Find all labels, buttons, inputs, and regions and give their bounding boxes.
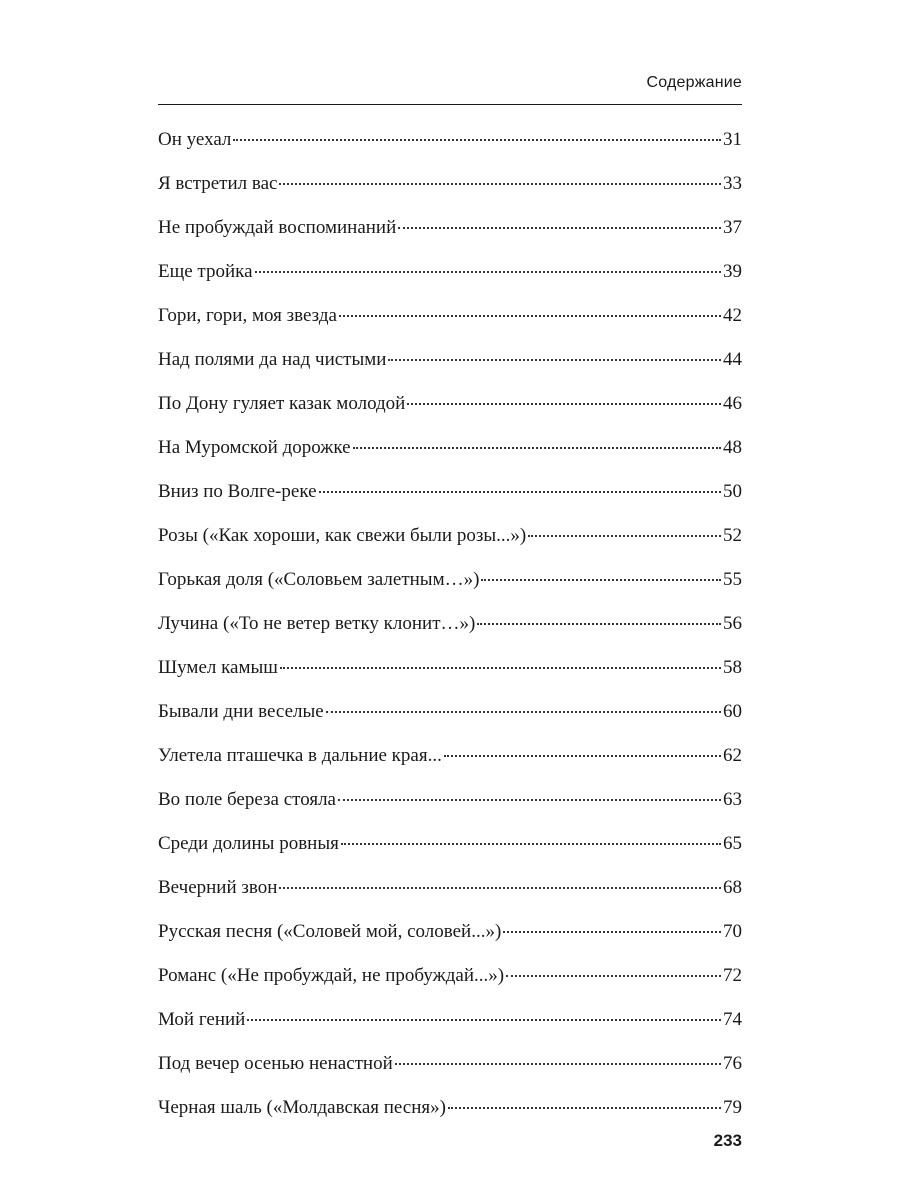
dot-leader xyxy=(255,271,722,273)
toc-entry xyxy=(158,866,742,910)
toc-entry xyxy=(158,910,742,954)
dot-leader xyxy=(339,315,721,317)
toc-entry-page: 52 xyxy=(723,525,742,546)
toc-entry-title: Гори, гори, моя звезда xyxy=(158,305,337,326)
toc-entry-page: 33 xyxy=(723,173,742,194)
toc-entry xyxy=(158,250,742,294)
dot-leader xyxy=(353,447,721,449)
toc-entry-title: Лучина («То не ветер ветку клонит…») xyxy=(158,613,476,634)
toc-entry xyxy=(158,998,742,1042)
dot-leader xyxy=(326,711,721,713)
toc-entry-title: По Дону гуляет казак молодой xyxy=(158,393,406,414)
toc-entry-title: Розы («Как хороши, как свежи были розы...») xyxy=(158,525,527,546)
toc-entry-page: 39 xyxy=(723,261,742,282)
dot-leader xyxy=(503,931,721,933)
toc-entry xyxy=(158,294,742,338)
toc-entry-page: 63 xyxy=(723,789,742,810)
toc-entry-title: Горькая доля («Соловьем залетным…») xyxy=(158,569,480,590)
dot-leader xyxy=(407,403,721,405)
dot-leader xyxy=(233,139,721,141)
toc-entry-title: Он уехал xyxy=(158,129,232,150)
dot-leader xyxy=(338,799,721,801)
toc-entry-page: 50 xyxy=(723,481,742,502)
dot-leader xyxy=(506,975,721,977)
toc-entry-title: Над полями да над чистыми xyxy=(158,349,387,370)
toc-entry xyxy=(158,382,742,426)
toc-entry xyxy=(158,558,742,602)
dot-leader xyxy=(388,359,721,361)
dot-leader xyxy=(280,667,721,669)
toc-entry xyxy=(158,470,742,514)
toc-entry-page: 79 xyxy=(723,1097,742,1118)
toc-entry xyxy=(158,162,742,206)
toc-entry-page: 37 xyxy=(723,217,742,238)
toc-entry xyxy=(158,646,742,690)
toc-entry-page: 56 xyxy=(723,613,742,634)
toc-entry-title: Не пробуждай воспоминаний xyxy=(158,217,397,238)
toc-entry-page: 62 xyxy=(723,745,742,766)
toc-entry-page: 46 xyxy=(723,393,742,414)
toc-entry-title: Улетела пташечка в дальние края... xyxy=(158,745,442,766)
toc-entry-page: 70 xyxy=(723,921,742,942)
toc-entry-title: Еще тройка xyxy=(158,261,253,282)
toc-entry-title: Мой гений xyxy=(158,1009,246,1030)
toc-entry xyxy=(158,690,742,734)
toc-entry xyxy=(158,602,742,646)
dot-leader xyxy=(481,579,721,581)
toc-entry-title: Романс («Не пробуждай, не пробуждай...») xyxy=(158,965,505,986)
dot-leader xyxy=(247,1019,721,1021)
toc-entry xyxy=(158,118,742,162)
toc-entry-page: 55 xyxy=(723,569,742,590)
toc-entry xyxy=(158,1042,742,1086)
toc-entry-title: На Муромской дорожке xyxy=(158,437,351,458)
dot-leader xyxy=(444,755,721,757)
toc-entry xyxy=(158,734,742,778)
dot-leader xyxy=(341,843,721,845)
toc-entry-title: Вниз по Волге-реке xyxy=(158,481,317,502)
toc-entry-title: Бывали дни веселые xyxy=(158,701,324,722)
toc-entry-title: Во поле береза стояла xyxy=(158,789,336,810)
toc-entry-title: Шумел камыш xyxy=(158,657,278,678)
toc-entry-page: 65 xyxy=(723,833,742,854)
toc-entry xyxy=(158,822,742,866)
dot-leader xyxy=(477,623,721,625)
toc-entry-page: 74 xyxy=(723,1009,742,1030)
toc-entry-page: 48 xyxy=(723,437,742,458)
dot-leader xyxy=(279,887,721,889)
dot-leader xyxy=(319,491,721,493)
toc-entry-page: 31 xyxy=(723,129,742,150)
toc-entry xyxy=(158,514,742,558)
dot-leader xyxy=(448,1107,721,1109)
toc-entry-page: 72 xyxy=(723,965,742,986)
toc-entry-page: 42 xyxy=(723,305,742,326)
toc-entry-page: 44 xyxy=(723,349,742,370)
toc-entry-page: 58 xyxy=(723,657,742,678)
toc-entry xyxy=(158,1086,742,1130)
dot-leader xyxy=(398,227,721,229)
toc-entry-page: 68 xyxy=(723,877,742,898)
toc-entry-title: Черная шаль («Молдавская песня») xyxy=(158,1097,446,1118)
toc-entry-page: 76 xyxy=(723,1053,742,1074)
toc-entry xyxy=(158,206,742,250)
toc-entry-title: Вечерний звон xyxy=(158,877,278,898)
dot-leader xyxy=(395,1063,721,1065)
toc-entry-page: 60 xyxy=(723,701,742,722)
toc-entry xyxy=(158,426,742,470)
toc-entry-title: Среди долины ровныя xyxy=(158,833,339,854)
toc-entry-title: Я встретил вас xyxy=(158,173,278,194)
toc-entry xyxy=(158,338,742,382)
table-of-contents xyxy=(158,118,742,1130)
toc-entry-title: Русская песня («Соловей мой, соловей...») xyxy=(158,921,502,942)
header-rule xyxy=(158,104,742,105)
dot-leader xyxy=(279,183,721,185)
toc-entry-title: Под вечер осенью ненастной xyxy=(158,1053,393,1074)
dot-leader xyxy=(528,535,721,537)
toc-entry xyxy=(158,778,742,822)
toc-entry xyxy=(158,954,742,998)
running-title: Содержание xyxy=(646,74,742,91)
page-number: 233 xyxy=(713,1131,742,1150)
